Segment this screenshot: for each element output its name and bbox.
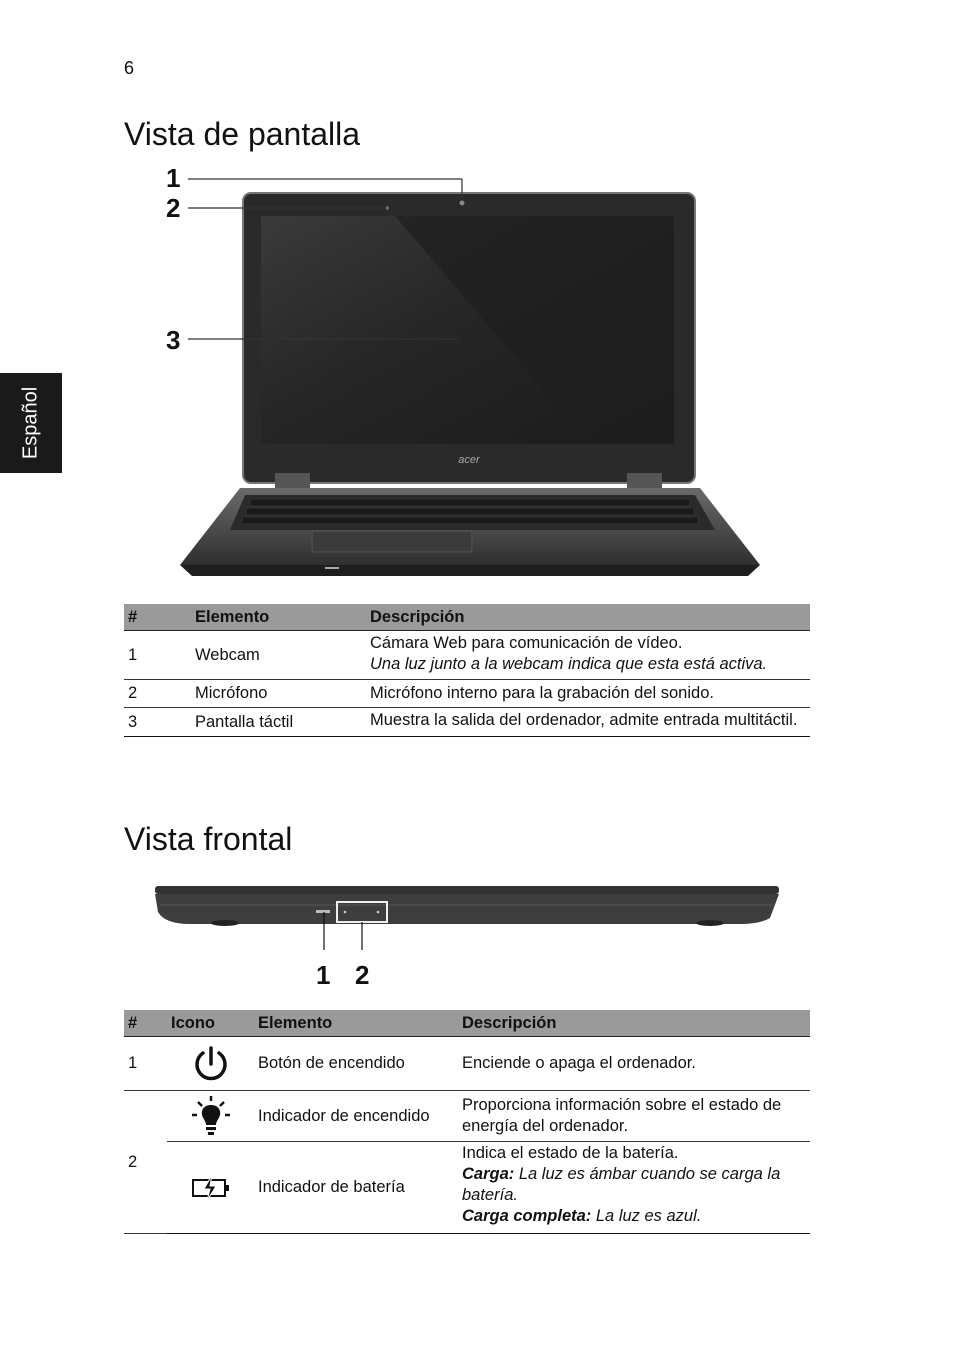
- front-callout-2: 2: [355, 960, 370, 990]
- row-element: Webcam: [191, 631, 366, 680]
- language-tab: [0, 373, 62, 473]
- col-number: #: [124, 1010, 167, 1037]
- row-element: Pantalla táctil: [191, 708, 366, 737]
- laptop-front-illustration: [140, 880, 800, 950]
- light-bulb-icon: [189, 1094, 233, 1138]
- col-element: Elemento: [191, 604, 366, 631]
- table-row: [124, 1091, 810, 1142]
- table-row: [124, 1037, 810, 1091]
- row-description: [366, 631, 810, 680]
- col-number: #: [124, 604, 191, 631]
- table-row: [124, 1142, 810, 1234]
- row-element: Indicador de batería: [254, 1142, 458, 1234]
- row-element: Micrófono: [191, 680, 366, 708]
- row-number: 3: [124, 708, 191, 737]
- row-number: 2: [124, 1091, 167, 1234]
- col-icon: Icono: [167, 1010, 254, 1037]
- front-callout-1: 1: [316, 960, 331, 990]
- section-title-screen-view: Vista de pantalla: [124, 116, 361, 152]
- table-row: [124, 708, 810, 737]
- table-header: [124, 1010, 810, 1037]
- row-icon-cell: [167, 1091, 254, 1142]
- callout-2: 2: [166, 193, 181, 223]
- callout-1: 1: [166, 163, 181, 193]
- row-description: Muestra la salida del ordenador, admite entrada multitáctil.: [366, 708, 810, 737]
- row-number: 1: [124, 1037, 167, 1091]
- desc-text: Cámara Web para comunicación de vídeo.: [370, 634, 683, 652]
- row-element: Indicador de encendido: [254, 1091, 458, 1142]
- section-title-front-view: Vista frontal: [124, 821, 293, 857]
- row-description: Enciende o apaga el ordenador.: [458, 1037, 810, 1091]
- row-description: [458, 1142, 810, 1234]
- row-description: Micrófono interno para la grabación del sonido.: [366, 680, 810, 708]
- desc-text: Indica el estado de la batería.: [462, 1144, 679, 1162]
- screen-view-table: [124, 604, 810, 737]
- table-row: [124, 631, 810, 680]
- row-number: 2: [124, 680, 191, 708]
- row-description: Proporciona información sobre el estado de energía del ordenador.: [458, 1091, 810, 1142]
- brand-logo: acer: [458, 454, 480, 466]
- table-row: [124, 680, 810, 708]
- front-view-table: [124, 1010, 810, 1234]
- row-icon-cell: [167, 1142, 254, 1234]
- row-icon-cell: [167, 1037, 254, 1091]
- col-description: Descripción: [366, 604, 810, 631]
- battery-charging-icon: [190, 1173, 232, 1203]
- page-number: 6: [124, 58, 135, 78]
- desc-note: Una luz junto a la webcam indica que esta está activa.: [370, 655, 768, 673]
- row-number: 1: [124, 631, 191, 680]
- laptop-screen-illustration: [150, 170, 790, 590]
- power-icon: [191, 1044, 231, 1084]
- table-header: [124, 604, 810, 631]
- desc-note-charging: Carga: La luz es ámbar cuando se carga la batería.: [462, 1165, 781, 1204]
- col-description: Descripción: [458, 1010, 810, 1037]
- callout-3: 3: [166, 325, 181, 355]
- row-element: Botón de encendido: [254, 1037, 458, 1091]
- language-tab-label: Español: [19, 386, 42, 460]
- col-element: Elemento: [254, 1010, 458, 1037]
- desc-note-charged: Carga completa: La luz es azul.: [462, 1207, 702, 1225]
